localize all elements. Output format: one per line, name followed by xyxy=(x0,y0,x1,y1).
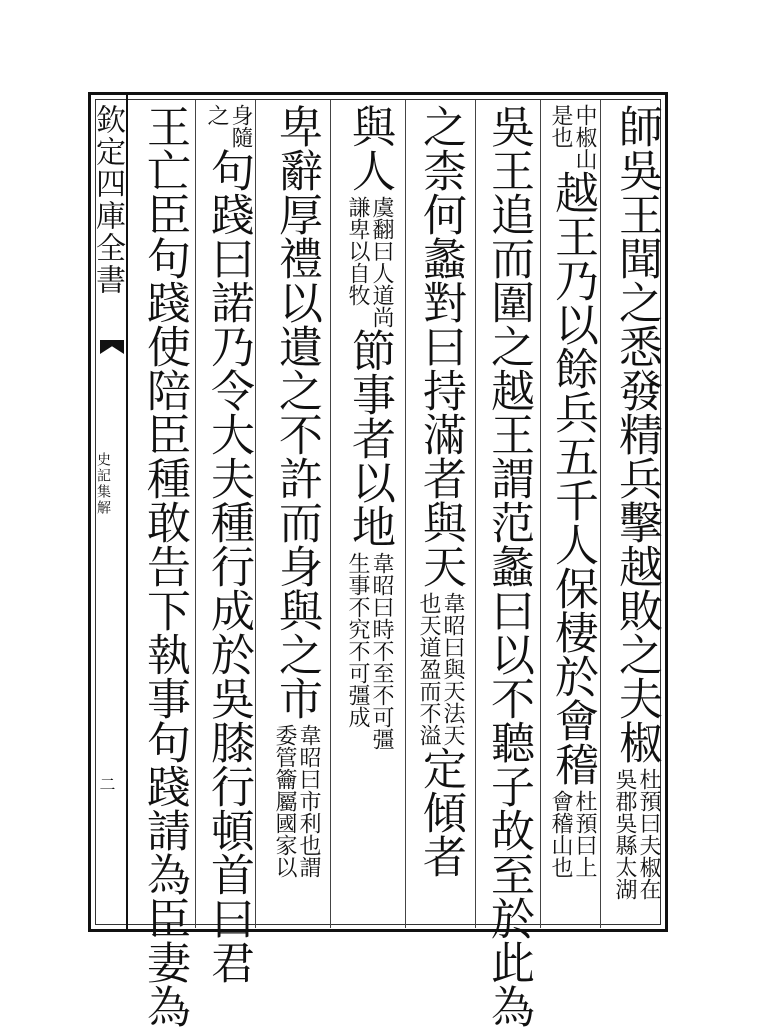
annotation-pair xyxy=(345,552,393,750)
text-column-3 xyxy=(483,104,534,1028)
main-text: 越王乃以餘兵五千人保棲於會稽 xyxy=(547,170,598,786)
annotation-left: 吳郡吳縣太湖 xyxy=(612,768,637,900)
annotation-pair xyxy=(204,104,252,148)
main-text: 定傾者 xyxy=(415,746,466,878)
column-rule xyxy=(195,100,196,928)
annotation-pair xyxy=(612,768,660,900)
main-text: 句踐曰諾乃令大夫種行成於吳膝行頓首曰君 xyxy=(203,148,254,984)
page-number: 二 xyxy=(97,776,116,792)
annotation-left: 是也 xyxy=(548,104,573,148)
main-text: 師吳王聞之悉發精兵擊越敗之夫椒 xyxy=(611,104,662,764)
main-text: 與人 xyxy=(344,104,395,192)
annotation-left: 之 xyxy=(204,104,229,126)
text-column-5 xyxy=(345,104,393,920)
column-rule xyxy=(475,100,476,928)
main-text: 之柰何蠡對曰持滿者與天 xyxy=(415,104,466,588)
text-column-6 xyxy=(272,104,320,920)
main-text: 王亡臣句踐使陪臣種敢告下執事句踐請為臣妻為 xyxy=(139,104,190,1028)
annotation-left: 生事不究不可彊成 xyxy=(345,552,370,728)
book-title: 史記集解 xyxy=(95,452,111,516)
column-rule xyxy=(405,100,406,928)
text-column-4 xyxy=(416,104,464,920)
annotation-pair xyxy=(548,790,596,878)
annotation-pair xyxy=(548,104,596,170)
annotation-right: 韋昭曰市利也謂 xyxy=(296,724,321,878)
annotation-right: 韋昭曰與天法天 xyxy=(440,592,465,746)
text-column-2 xyxy=(548,104,596,920)
annotation-left: 謙卑以自牧 xyxy=(345,196,370,306)
main-text: 節事者以地 xyxy=(344,328,395,548)
annotation-right: 杜預曰上 xyxy=(572,790,597,878)
annotation-right: 中椒山 xyxy=(572,104,597,170)
main-text: 吳王追而圍之越王謂范蠡曰以不聽子故至於此為 xyxy=(483,104,534,1028)
annotation-right: 身隨 xyxy=(228,104,253,148)
main-text: 卑辭厚禮以遺之不許而身與之市 xyxy=(271,104,322,720)
annotation-pair xyxy=(416,592,464,746)
annotation-left: 委管籥屬國家以 xyxy=(272,724,297,878)
column-rule xyxy=(540,100,541,928)
annotation-left: 也天道盈而不溢 xyxy=(416,592,441,746)
annotation-pair xyxy=(345,196,393,328)
column-rule xyxy=(255,100,256,928)
text-column-7 xyxy=(203,104,254,984)
column-rule xyxy=(600,100,601,928)
text-column-8 xyxy=(139,104,190,1028)
annotation-right: 虞翻曰人道尚 xyxy=(369,196,394,328)
annotation-right: 韋昭曰時不至不可彊 xyxy=(369,552,394,750)
annotation-left: 會稽山也 xyxy=(548,790,573,878)
annotation-pair xyxy=(272,724,320,878)
text-column-1 xyxy=(612,104,660,920)
annotation-right: 杜預曰夫椒在 xyxy=(636,768,661,900)
collection-title: 欽定四庫全書 xyxy=(90,104,125,296)
column-rule xyxy=(330,100,331,928)
